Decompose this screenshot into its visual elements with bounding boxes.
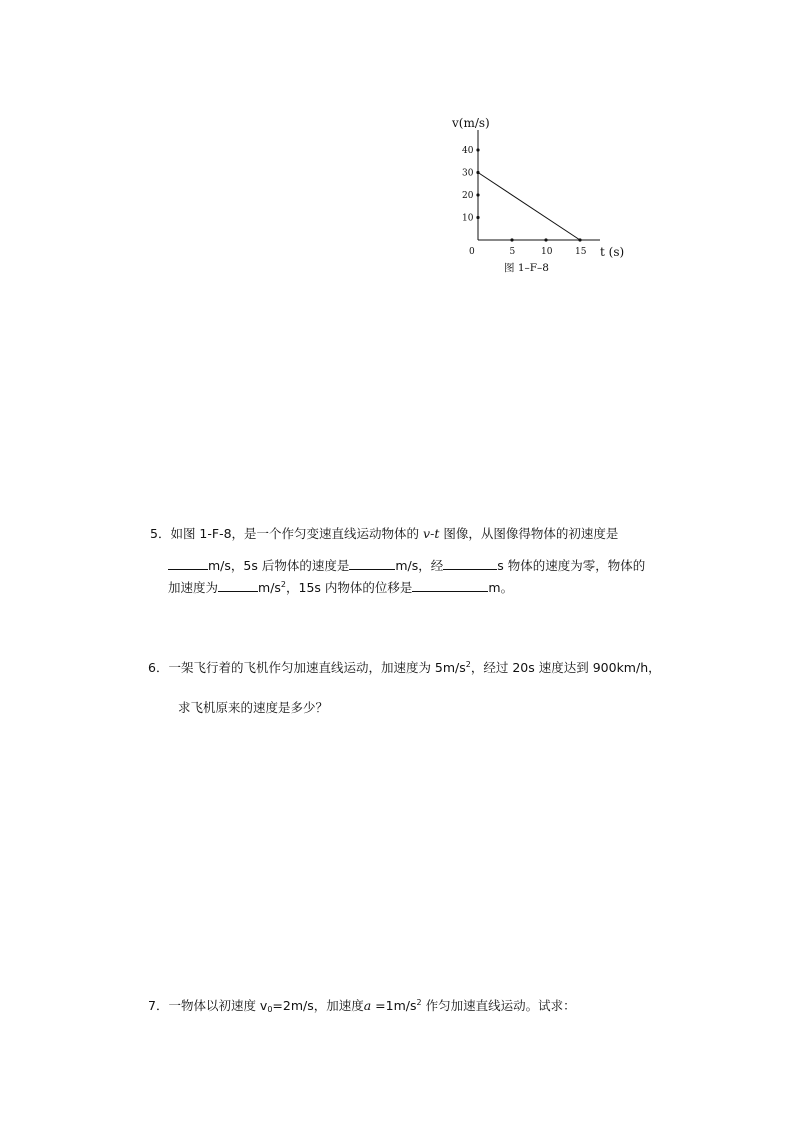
question-5-line-1: 5．如图 1-F-8，是一个作匀变速直线运动物体的 v-t 图像，从图像得物体的初速度是 (150, 526, 619, 541)
figure-caption: 图 1–F–8 (504, 262, 549, 274)
vt-graph (440, 108, 640, 278)
y-tick-label: 30 (462, 168, 474, 179)
x-axis-label: t (s) (600, 245, 625, 259)
y-tick-mark (476, 148, 479, 151)
question-7-number: 7． (148, 998, 169, 1013)
acceleration-symbol: a (363, 998, 372, 1013)
x-tick-label: 10 (541, 247, 553, 257)
answer-blank-time-zero[interactable] (443, 556, 497, 570)
x-tick-mark (544, 238, 547, 241)
y-axis-label: v(m/s) (452, 116, 490, 130)
question-5-line-2: m/s，5s 后物体的速度是 m/s，经 s 物体的速度为零，物体的 (168, 556, 645, 576)
y-tick-label: 40 (462, 146, 474, 156)
y-tick-label: 10 (462, 213, 474, 224)
answer-blank-acceleration[interactable] (218, 578, 258, 592)
x-tick-label: 5 (509, 247, 516, 257)
vt-label: v-t (423, 526, 440, 541)
answer-blank-displacement[interactable] (412, 578, 488, 592)
x-tick-label: 15 (575, 247, 587, 257)
x-tick-mark (510, 238, 513, 241)
velocity-line (478, 173, 580, 241)
question-6-number: 6． (148, 660, 169, 675)
question-6-line-1: 6．一架飞行着的飞机作匀加速直线运动，加速度为 $5m/s^2$，经过 20s 速度达到 900km/h， (148, 660, 661, 675)
y-tick-mark (476, 216, 479, 219)
y-tick-mark (476, 193, 479, 196)
question-5-line-3: 加速度为 $m/s^2$，15s 内物体的位移是 m。 (168, 580, 514, 595)
question-6-line-2: 求飞机原来的速度是多少？ (178, 700, 329, 715)
y-tick-label: 20 (462, 191, 474, 201)
answer-blank-initial-velocity[interactable] (168, 556, 208, 570)
answer-blank-velocity-5s[interactable] (349, 556, 395, 570)
x-tick-label: 0 (469, 247, 475, 257)
question-5-number: 5． (150, 526, 171, 541)
question-7: 7．一物体以初速度 $v_0=2m/s$，加速度$a =1m/s^2$ 作匀加速直线运动。试求： (148, 998, 576, 1014)
